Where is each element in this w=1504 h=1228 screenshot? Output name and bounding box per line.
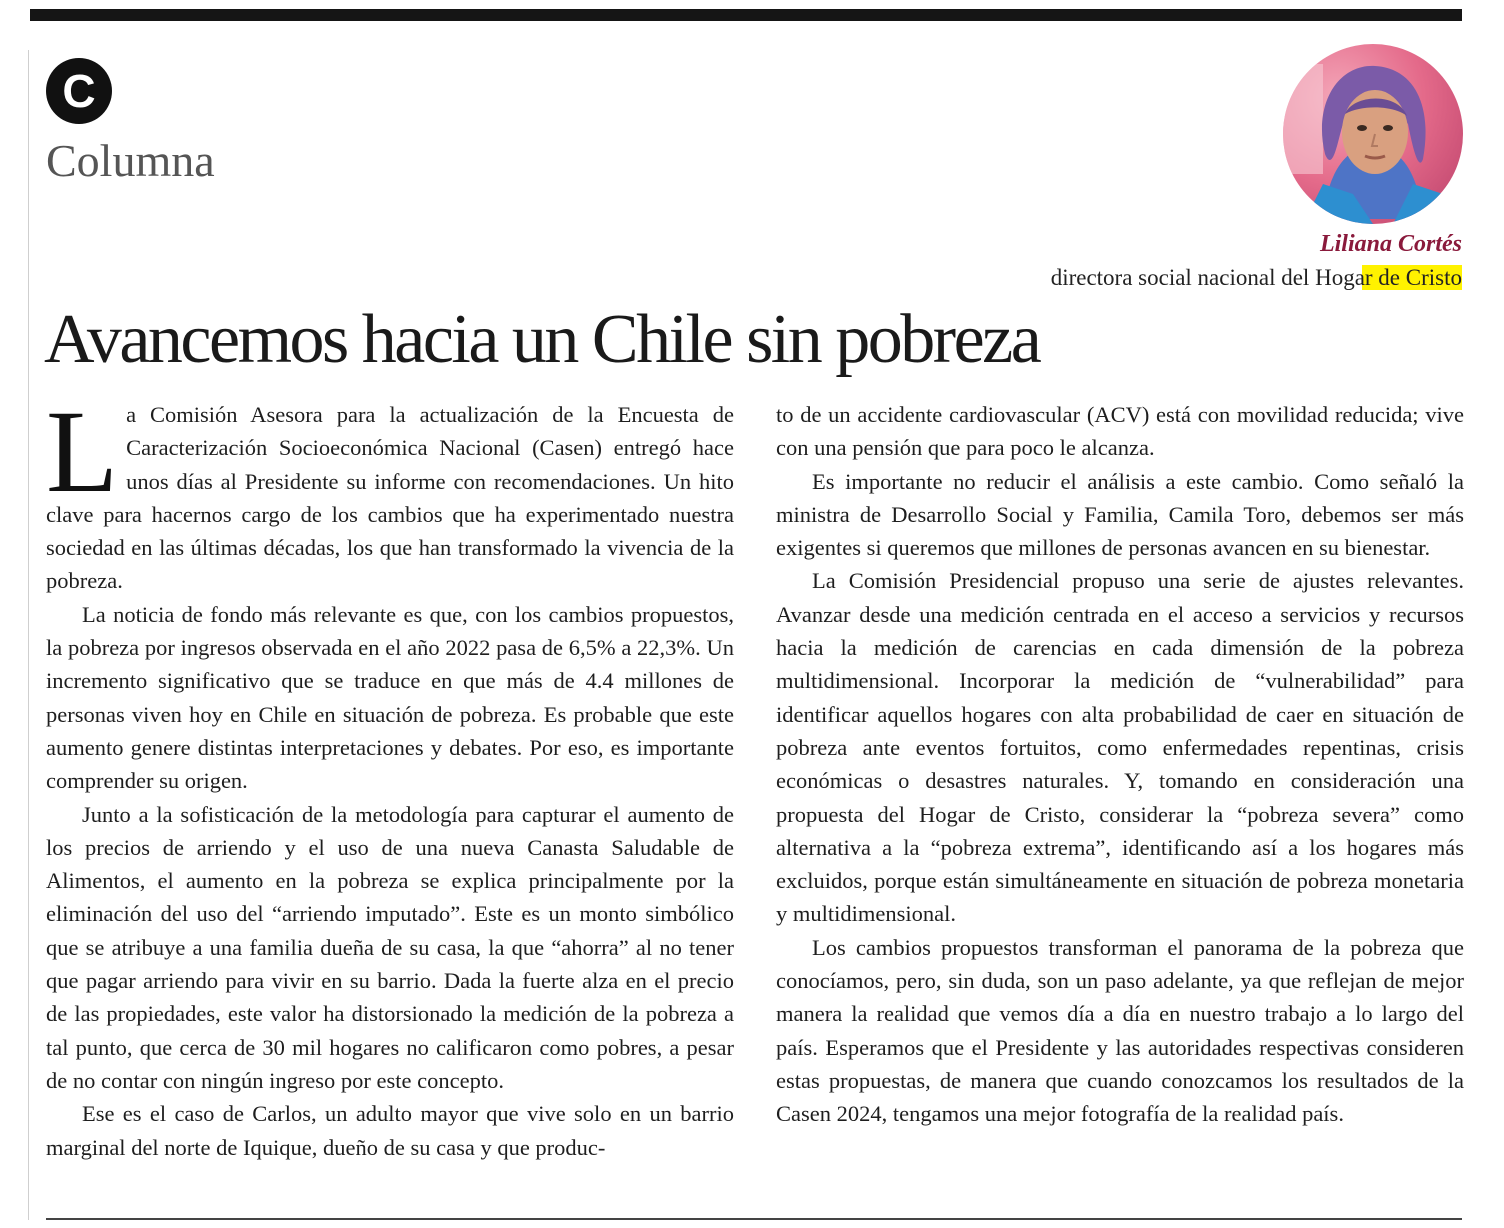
section-label: Columna bbox=[46, 135, 215, 186]
paragraph-4-end: to de un accidente cardiovascular (ACV) está con movilidad reducida; vive con una pensión que para poco le alcanza. bbox=[776, 402, 1464, 461]
left-column-rule bbox=[28, 50, 29, 1220]
author-role-prefix: directora social nacional del bbox=[1050, 265, 1316, 290]
paragraph-6: La Comisión Presidencial propuso una serie de ajustes relevantes. Avanzar desde una medición centrada en el acceso a servicios y recursos hacia la medición de carencias en cada dimensión de la pobreza multidimensional. Incorporar la medición de “vulnerabilidad” para identificar aquellos hogares con alta probabilidad de caer en situación de pobreza ante eventos fortuitos, como enfermedades repentinas, crisis económicas o desastres naturales. Y, tomando en consideración una propuesta del Hogar de Cristo, considerar la “pobreza severa” como alternativa a la “pobreza extrema”, identificando así a los hogares más excluidos, porque están simultáneamente en situación de pobreza monetaria y multidimensional. bbox=[776, 568, 1464, 927]
paragraph-2: La noticia de fondo más relevante es que, con los cambios propuestos, la pobreza por ingresos observada en el año 2022 pasa de 6,5% a 22,3%. Un incremento significativo que se traduce en que más de 4.4 millones de personas viven hoy en Chile en situación de pobreza. Es probable que este aumento genere distintas interpretaciones y debates. Por eso, es importante comprender su origen. bbox=[46, 601, 734, 794]
paragraph-4-start: Ese es el caso de Carlos, un adulto mayor que vive solo en un barrio marginal del norte de Iquique, dueño de su casa y que produc- bbox=[46, 1101, 734, 1160]
article-column-right bbox=[776, 398, 1464, 1131]
author-portrait bbox=[1283, 44, 1463, 224]
bottom-rule bbox=[46, 1218, 1462, 1220]
headline: Avancemos hacia un Chile sin pobreza bbox=[44, 301, 1040, 378]
drop-cap: L bbox=[46, 386, 119, 517]
paragraph-1 bbox=[46, 386, 734, 598]
section-badge: C bbox=[46, 58, 112, 124]
paragraph-7: Los cambios propuestos transforman el panorama de la pobreza que conocíamos, pero, sin duda, son un paso adelante, ya que reflejan de mejor manera la realidad que vemos día a día en nuestro trabajo a lo largo del país. Esperamos que el Presidente y las autoridades respectivas consideren estas propuestas, de manera que cuando conozcamos los resultados de la Casen 2024, tengamos una mejor fotografía de la realidad país. bbox=[776, 934, 1464, 1127]
author-role bbox=[1051, 264, 1462, 292]
author-portrait-image bbox=[1283, 44, 1463, 224]
paragraph-1-text: a Comisión Asesora para la actualización de la Encuesta de Caracterización Socioeconómica Nacional (Casen) entregó hace unos días al Presidente su informe con recomendaciones. Un hito clave para hacernos cargo de los cambios que ha experimentado nuestra sociedad en las últimas décadas, los que han transformado la vivencia de la pobreza. bbox=[46, 402, 734, 594]
author-organization: Hogar de Cristo bbox=[1315, 265, 1462, 290]
paragraph-5: Es importante no reducir el análisis a este cambio. Como señaló la ministra de Desarrollo Social y Familia, Camila Toro, debemos ser más exigentes si queremos que millones de personas avancen en su bienestar. bbox=[776, 468, 1464, 561]
author-name: Liliana Cortés bbox=[1319, 231, 1462, 257]
top-rule bbox=[30, 9, 1462, 21]
paragraph-3: Junto a la sofisticación de la metodología para capturar el aumento de los precios de arriendo y el uso de una nueva Canasta Saludable de Alimentos, el aumento en la pobreza se explica principalmente por la eliminación del uso del “arriendo imputado”. Este es un monto simbólico que se atribuye a una familia dueña de su casa, la que “ahorra” al no tener que pagar arriendo para vivir en su barrio. Dada la fuerte alza en el precio de las propiedades, este valor ha distorsionado la medición de la pobreza a tal punto, que cerca de 30 mil hogares no calificaron como pobres, a pesar de no contar con ningún ingreso por este concepto. bbox=[46, 801, 734, 1093]
article-column-left bbox=[46, 386, 734, 1164]
